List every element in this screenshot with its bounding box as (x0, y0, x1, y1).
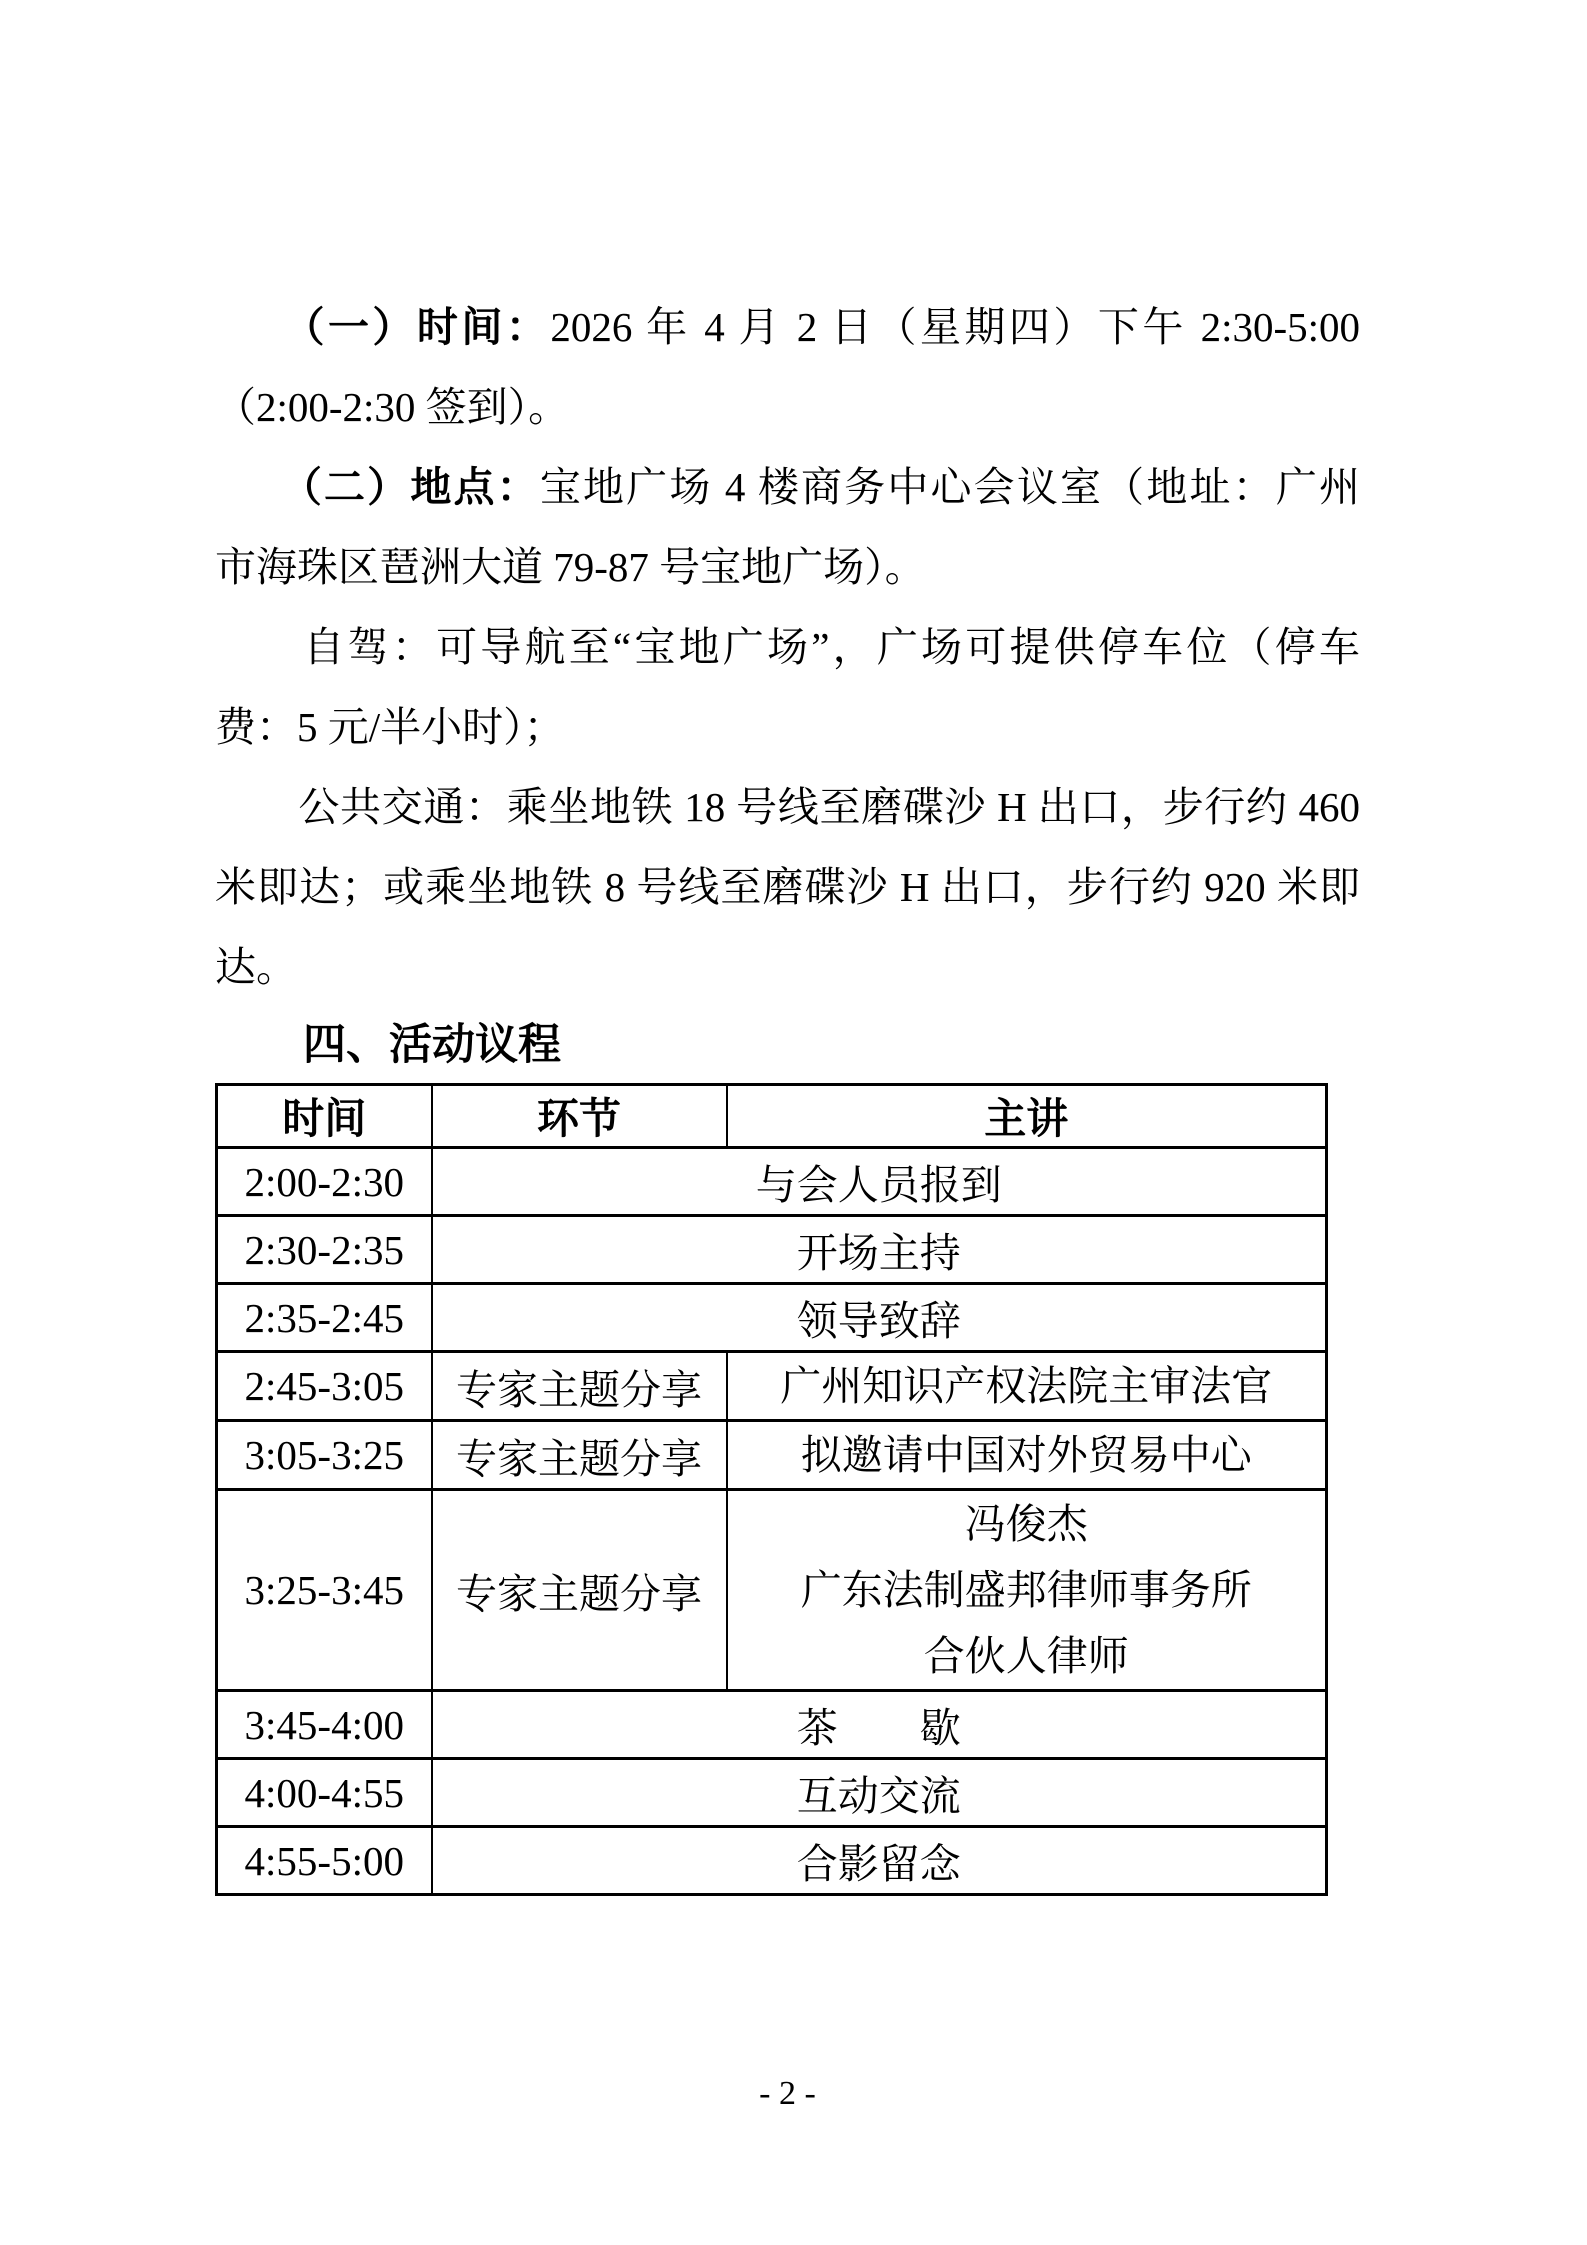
speaker-cell (727, 1352, 1327, 1421)
time-cell: 4:55-5:00 (217, 1827, 432, 1895)
merged-activity-cell: 领导致辞 (432, 1284, 1327, 1352)
text-segment: （二）地点： (301, 464, 540, 510)
text-segment: 市海珠区琶洲大道 79-87 号宝地广场）。 (215, 544, 926, 590)
text-segment: 宝地广场 4 楼商务中心会议室（地址：广州 (539, 464, 1361, 510)
time-cell: 2:00-2:30 (217, 1148, 432, 1216)
text-segment: 达。 (215, 944, 297, 990)
text-segment: 自驾：可导航至“宝地广场”，广场可提供停车位（停车 (215, 624, 1360, 670)
speaker-cell (727, 1421, 1327, 1490)
speaker-line: 拟邀请中国对外贸易中心 (800, 1432, 1252, 1478)
paragraph (215, 607, 1360, 767)
speaker-line: 广东法制盛邦律师事务所 (800, 1567, 1252, 1613)
speaker-line: 冯俊杰 (964, 1501, 1088, 1547)
segment-cell: 专家主题分享 (432, 1421, 727, 1490)
header-cell-time: 时间 (217, 1085, 432, 1148)
time-cell: 3:05-3:25 (217, 1421, 432, 1490)
text-line (215, 607, 1360, 687)
merged-activity-cell: 互动交流 (432, 1759, 1327, 1827)
table-row (217, 1490, 1327, 1691)
paragraph (215, 287, 1360, 447)
paragraph (215, 447, 1360, 607)
merged-activity-cell: 与会人员报到 (432, 1148, 1327, 1216)
segment-cell: 专家主题分享 (432, 1352, 727, 1421)
table-row (217, 1216, 1327, 1284)
table-header-row (217, 1085, 1327, 1148)
agenda-heading: 四、活动议程 (303, 1021, 561, 1069)
table-row (217, 1827, 1327, 1895)
text-segment: （2:00-2:30 签到）。 (215, 384, 570, 430)
text-line (215, 767, 1360, 847)
table-row (217, 1421, 1327, 1490)
speaker-cell (727, 1490, 1327, 1691)
merged-activity-cell: 茶 歇 (432, 1691, 1327, 1759)
text-line (215, 687, 1360, 767)
text-segment: 费：5 元/半小时）； (215, 704, 565, 750)
table-row (217, 1691, 1327, 1759)
agenda-table (215, 1083, 1328, 1896)
text-line (215, 367, 1360, 447)
text-segment (215, 304, 304, 350)
time-cell: 3:25-3:45 (217, 1490, 432, 1691)
time-cell: 2:35-2:45 (217, 1284, 432, 1352)
table-row (217, 1148, 1327, 1216)
text-line (215, 927, 1360, 1007)
table-row (217, 1284, 1327, 1352)
merged-activity-cell: 合影留念 (432, 1827, 1327, 1895)
page-number: - 2 - (759, 2075, 816, 2112)
table-row (217, 1759, 1327, 1827)
text-line (215, 847, 1360, 927)
time-cell: 2:30-2:35 (217, 1216, 432, 1284)
speaker-line: 广州知识产权法院主审法官 (780, 1363, 1273, 1409)
header-cell-segment: 环节 (432, 1085, 727, 1148)
time-cell: 3:45-4:00 (217, 1691, 432, 1759)
time-cell: 4:00-4:55 (217, 1759, 432, 1827)
text-segment: 米即达；或乘坐地铁 8 号线至磨碟沙 H 出口，步行约 920 米即 (215, 864, 1360, 910)
text-line (215, 447, 1360, 527)
text-segment (215, 464, 301, 510)
speaker-line: 合伙人律师 (923, 1633, 1129, 1679)
text-segment: 2026 年 4 月 2 日（星期四）下午 2:30-5:00 (550, 304, 1361, 350)
merged-activity-cell: 开场主持 (432, 1216, 1327, 1284)
header-cell-speaker: 主讲 (727, 1085, 1327, 1148)
paragraph (215, 767, 1360, 1007)
segment-cell: 专家主题分享 (432, 1490, 727, 1691)
text-segment: （一）时间： (303, 304, 551, 350)
text-line (215, 287, 1360, 367)
agenda-table-body (217, 1148, 1327, 1895)
time-cell: 2:45-3:05 (217, 1352, 432, 1421)
table-row (217, 1352, 1327, 1421)
text-segment: 公共交通：乘坐地铁 18 号线至磨碟沙 H 出口，步行约 460 (215, 784, 1360, 830)
body-paragraphs (215, 287, 1360, 1007)
text-line (215, 527, 1360, 607)
